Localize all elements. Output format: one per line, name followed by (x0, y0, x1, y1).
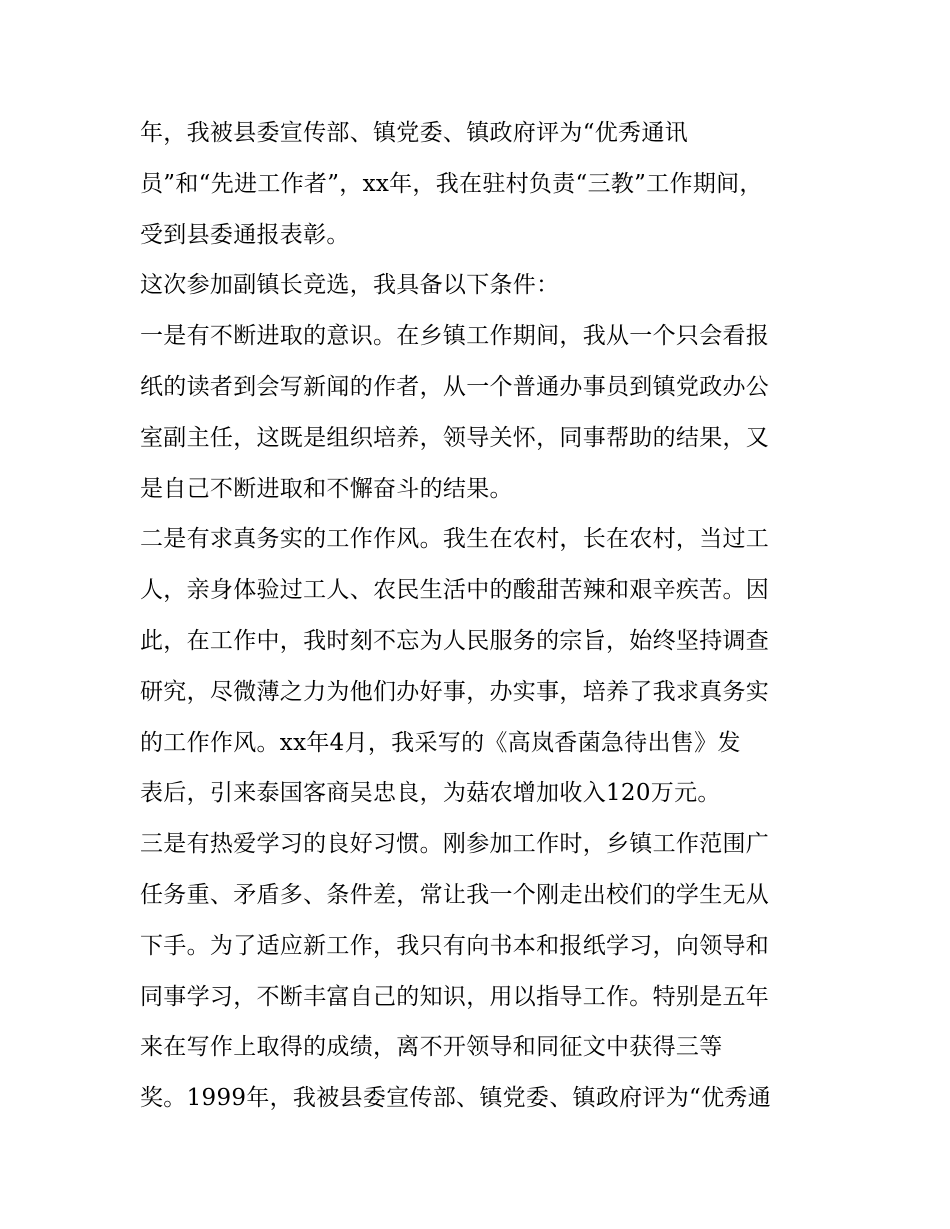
text-line: 表后，引来泰国客商吴忠良，为菇农增加收入120万元。 (140, 780, 721, 807)
text-line: 任务重、矛盾多、条件差，常让我一个刚走出校们的学生无从 (140, 881, 770, 908)
document-page (140, 108, 820, 1124)
text-line: 员”和“先进工作者”，xx年，我在驻村负责“三教”工作期间， (140, 170, 763, 197)
text-line: 受到县委通报表彰。 (140, 221, 350, 248)
text-line: 是自己不断进取和不懈奋斗的结果。 (140, 475, 513, 502)
text-line: 研究，尽微薄之力为他们办好事，办实事，培养了我求真务实 (140, 678, 770, 705)
text-line: 三是有热爱学习的良好习惯。刚参加工作时，乡镇工作范围广 (140, 831, 770, 858)
text-line: 此，在工作中，我时刻不忘为人民服务的宗旨，始终坚持调查 (140, 627, 770, 654)
text-line: 纸的读者到会写新闻的作者，从一个普通办事员到镇党政办公 (140, 373, 770, 400)
text-line: 同事学习，不断丰富自己的知识，用以指导工作。特别是五年 (140, 983, 770, 1010)
text-line: 二是有求真务实的工作作风。我生在农村，长在农村，当过工 (140, 526, 770, 553)
text-line: 年，我被县委宣传部、镇党委、镇政府评为“优秀通讯 (140, 120, 688, 146)
text-line: 的工作作风。xx年4月，我采写的《高岚香菌急待出售》发 (140, 729, 741, 756)
text-line: 人，亲身体验过工人、农民生活中的酸甜苦辣和艰辛疾苦。因 (140, 577, 770, 604)
text-line: 一是有不断进取的意识。在乡镇工作期间，我从一个只会看报 (140, 323, 770, 350)
text-line: 室副主任，这既是组织培养，领导关怀，同事帮助的结果，又 (140, 424, 770, 451)
text-line: 下手。为了适应新工作，我只有向书本和报纸学习，向领导和 (140, 932, 770, 959)
text-line: 奖。1999年，我被县委宣传部、镇党委、镇政府评为“优秀通 (140, 1085, 771, 1112)
text-line: 来在写作上取得的成绩，离不开领导和同征文中获得三等 (140, 1034, 723, 1061)
text-line: 这次参加副镇长竞选，我具备以下条件： (140, 272, 560, 299)
